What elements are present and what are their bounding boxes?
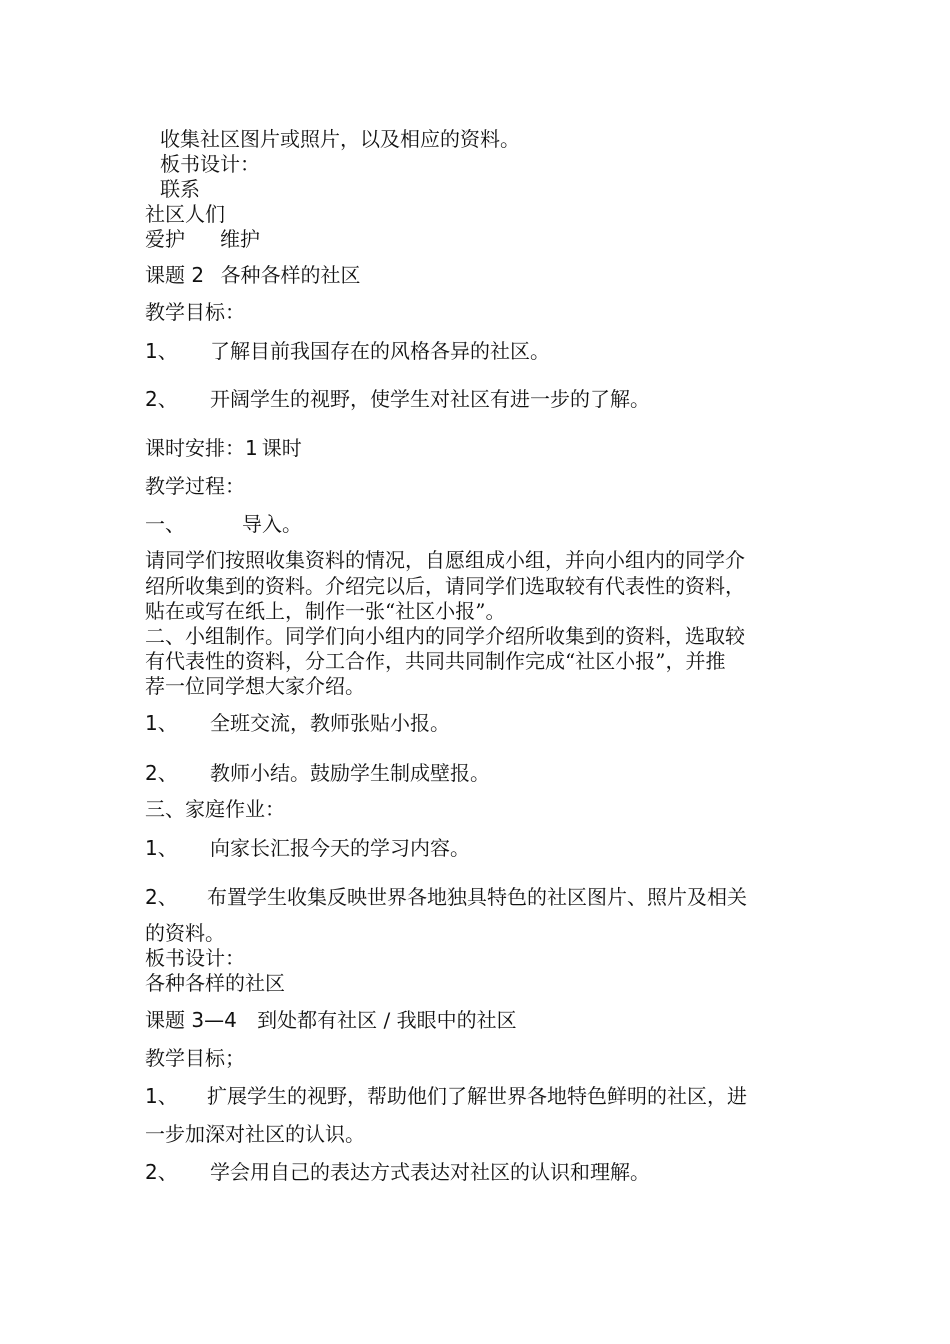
lesson34-title-num: 课题 3—4 <box>145 1008 237 1032</box>
board-design-label: 板书设计： <box>145 946 245 970</box>
paragraph-line: 一步加深对社区的认识。 <box>145 1122 365 1146</box>
schedule-suffix: 课时 <box>261 436 302 460</box>
paragraph-line: 荐一位同学想大家介绍。 <box>145 674 365 698</box>
list-item-text: 全班交流，教师张贴小报。 <box>210 711 450 735</box>
list-item-text: 开阔学生的视野，使学生对社区有进一步的了解。 <box>210 387 650 411</box>
paragraph-line: 二、小组制作。同学们向小组内的同学介绍所收集到的资料，选取较 <box>145 624 745 648</box>
lesson2-schedule <box>145 435 302 461</box>
board-word-connect: 联系 <box>160 177 200 201</box>
list-number: 2、 <box>145 761 178 785</box>
board-word-love: 爱护 <box>145 227 185 251</box>
paragraph-line: 请同学们按照收集资料的情况，自愿组成小组，并向小组内的同学介 <box>145 548 745 572</box>
list-item-text: 学会用自己的表达方式表达对社区的认识和理解。 <box>210 1160 650 1184</box>
paragraph-line: 贴在或写在纸上，制作一张“社区小报”。 <box>145 599 506 623</box>
list-number: 1、 <box>145 339 178 363</box>
lesson34-title <box>145 1007 517 1033</box>
list-item-text: 布置学生收集反映世界各地独具特色的社区图片、照片及相关 <box>207 885 747 909</box>
list-number: 2、 <box>145 387 178 411</box>
list-item-text: 了解目前我国存在的风格各异的社区。 <box>210 339 550 363</box>
paragraph-line: 的资料。 <box>145 921 225 945</box>
lesson34-goals-heading: 教学目标； <box>145 1046 245 1070</box>
lesson2-process-heading: 教学过程： <box>145 474 245 498</box>
schedule-num: 1 <box>245 436 258 460</box>
lesson2-title <box>145 262 360 288</box>
step1-title: 导入。 <box>242 512 302 536</box>
paragraph-line: 有代表性的资料，分工合作，共同共同制作完成“社区小报”，并推 <box>145 649 726 673</box>
list-item-text: 教师小结。鼓励学生制成壁报。 <box>210 761 490 785</box>
step1-num: 一、 <box>145 512 185 536</box>
list-number: 1、 <box>145 836 178 860</box>
lesson34-title-text: 到处都有社区 / 我眼中的社区 <box>257 1008 517 1032</box>
list-number: 2、 <box>145 885 178 909</box>
list-number: 1、 <box>145 1084 178 1108</box>
lesson2-title-num: 课题 2 <box>145 263 205 287</box>
board-design-content: 各种各样的社区 <box>145 971 285 995</box>
intro-line: 收集社区图片或照片，以及相应的资料。 <box>160 127 520 151</box>
list-number: 1、 <box>145 711 178 735</box>
list-item-text: 扩展学生的视野，帮助他们了解世界各地特色鲜明的社区，进 <box>207 1084 747 1108</box>
board-design-label: 板书设计： <box>160 152 260 176</box>
list-item-text: 向家长汇报今天的学习内容。 <box>210 836 470 860</box>
lesson2-title-text: 各种各样的社区 <box>220 263 361 287</box>
homework-heading: 三、家庭作业： <box>145 797 285 821</box>
paragraph-line: 绍所收集到的资料。介绍完以后，请同学们选取较有代表性的资料， <box>145 574 745 598</box>
board-word-people: 社区人们 <box>145 202 225 226</box>
board-word-maintain: 维护 <box>220 227 260 251</box>
lesson2-goals-heading: 教学目标： <box>145 300 245 324</box>
schedule-prefix: 课时安排： <box>145 436 245 460</box>
list-number: 2、 <box>145 1160 178 1184</box>
